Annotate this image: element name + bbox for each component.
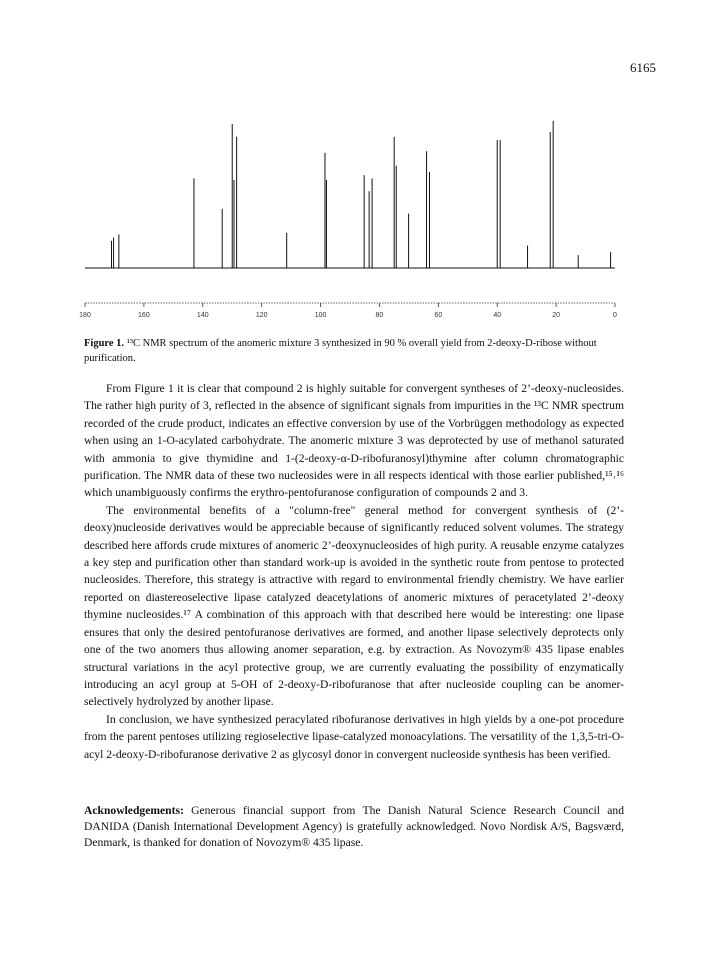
paragraph-3: In conclusion, we have synthesized peracylated ribofuranose derivatives in high yields by a one-pot procedure from the parent pentoses utilizing regioselective lipase-catalyzed monoacylations. The versatility of the 1,3,5-tri-O-acyl 2-deoxy-D-ribofuranose derivative 2 as glycosyl donor in convergent nucleoside synthesis has been verified.: [84, 712, 624, 761]
paragraph-2: The environmental benefits of a "column-free" general method for convergent synthesis of (2’-deoxy)nucleoside derivatives would be appreciable because of significantly reduced solvent volumes. The strategy described here affords crude mixtures of anomeric 2’-deoxynucleosides of high purity. A reusable enzyme catalyzes a key step and purification other than standard work-up is avoided in the synthetic route from pentose to protected nucleosides. Therefore, this strategy is attractive with regard to environmental friendly chemistry. We have earlier reported on diastereoselective lipase catalyzed deacetylations of anomeric mixtures of peracetylated 2’-deoxy thymine nucleosides.¹⁷ A combination of this approach with that described here would be interesting: one lipase ensures that only the desired pentofuranose derivatives are formed, and another lipase selectively deprotects only one of the two anomers thus allowing anomer separation, e.g. by extraction. As Novozym® 435 lipase enables structural variations in the acyl protective group, we are currently evaluating the possibility of enzymatically introducing an acyl group at 5-OH of 2-deoxy-D-ribofuranose that after nucleoside coupling can be anomer-selectively hydrolyzed by another lipase.: [84, 503, 624, 709]
paragraph-1: From Figure 1 it is clear that compound 2 is highly suitable for convergent syntheses of 2’-deoxy-nucleosides. The rather high purity of 3, reflected in the absence of significant signals from impurities in the ¹³C NMR spectrum recorded of the crude product, indicates an effective conversion by use of the Vorbrüggen methodology as expected when using an 1-O-acylated carbohydrate. The anomeric mixture 3 was deprotected by use of methanol saturated with ammonia to give thymidine and 1-(2-deoxy-α-D-ribofuranosyl)thymine after column chromatographic purification. The NMR data of these two nucleosides were in all respects identical with those earlier published,¹⁵˒¹⁶ which unambiguously confirms the erythro-pentofuranose configuration of compounds 2 and 3.: [84, 382, 624, 500]
axis-tick-label: 20: [552, 312, 561, 319]
nmr-spectrum-figure: [70, 95, 630, 325]
axis-tick-label: 40: [493, 312, 502, 319]
body-text: [84, 380, 624, 763]
ppm-axis: [79, 303, 617, 319]
figure-caption-text: ¹³C NMR spectrum of the anomeric mixture 3 synthesized in 90 % overall yield from 2-deoxy-D-ribose without purification.: [84, 338, 597, 364]
axis-tick-label: 120: [255, 312, 268, 319]
axis-tick-label: 140: [196, 312, 209, 319]
axis-tick-label: 160: [138, 312, 150, 319]
axis-tick-label: 0: [613, 312, 617, 319]
axis-tick-label: 100: [314, 312, 327, 319]
acknowledgements: [84, 803, 624, 851]
acknowledgements-text: Generous financial support from The Danish Natural Science Research Council and DANIDA (Danish International Development Agency) is gratefully acknowledged. Novo Nordisk A/S, Bagsværd, Denmark, is thanked for donation of Novozym® 435 lipase.: [84, 804, 624, 849]
acknowledgements-label: Acknowledgements:: [84, 804, 184, 817]
spectrum-peaks: [85, 121, 615, 268]
axis-tick-label: 80: [375, 312, 384, 319]
figure-caption: [84, 336, 624, 366]
figure-label: Figure 1.: [84, 338, 125, 349]
page-number: 6165: [630, 60, 656, 75]
axis-tick-label: 180: [79, 312, 91, 319]
axis-tick-label: 60: [434, 312, 443, 319]
